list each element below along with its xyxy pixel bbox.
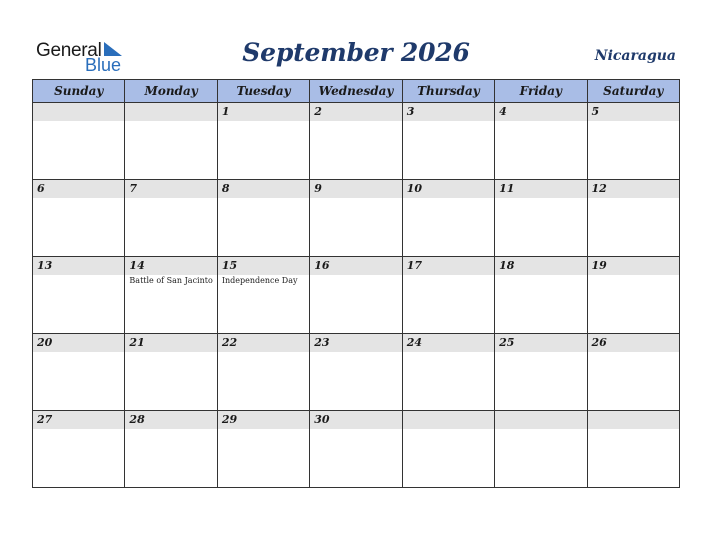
day-cell[interactable] xyxy=(402,257,494,334)
day-number: 12 xyxy=(588,180,679,198)
day-cell[interactable] xyxy=(587,180,679,257)
weekday-header-row xyxy=(33,80,680,103)
day-cell[interactable] xyxy=(33,334,125,411)
weekday-header: Wednesday xyxy=(310,80,402,103)
country-label: Nicaragua xyxy=(594,48,676,64)
week-row xyxy=(33,257,680,334)
week-row xyxy=(33,411,680,488)
day-cell[interactable] xyxy=(33,180,125,257)
day-number: 2 xyxy=(310,103,401,121)
day-cell[interactable] xyxy=(310,257,402,334)
day-number: 20 xyxy=(33,334,124,352)
day-number: 28 xyxy=(125,411,216,429)
day-number: 16 xyxy=(310,257,401,275)
weekday-header: Monday xyxy=(125,80,217,103)
day-cell[interactable] xyxy=(310,334,402,411)
day-cell[interactable] xyxy=(402,411,494,488)
weekday-header: Thursday xyxy=(402,80,494,103)
week-row xyxy=(33,180,680,257)
day-cell[interactable] xyxy=(217,180,309,257)
week-row xyxy=(33,334,680,411)
holiday-event: Battle of San Jacinto xyxy=(129,276,213,285)
day-number: 7 xyxy=(125,180,216,198)
holiday-event: Independence Day xyxy=(221,276,298,285)
day-number: 17 xyxy=(403,257,494,275)
weekday-header: Friday xyxy=(495,80,587,103)
day-number: 8 xyxy=(218,180,309,198)
week-row xyxy=(33,103,680,180)
logo-text-blue: Blue xyxy=(85,55,122,75)
day-number: 26 xyxy=(588,334,679,352)
day-cell[interactable] xyxy=(33,411,125,488)
day-cell[interactable] xyxy=(217,334,309,411)
day-number: 29 xyxy=(218,411,309,429)
day-cell[interactable] xyxy=(495,411,587,488)
day-cell[interactable] xyxy=(402,180,494,257)
day-cell[interactable] xyxy=(125,103,217,180)
day-number: 18 xyxy=(495,257,586,275)
logo-text-general: General xyxy=(36,40,102,61)
day-cell[interactable] xyxy=(125,411,217,488)
day-cell[interactable] xyxy=(217,257,309,334)
day-number: 23 xyxy=(310,334,401,352)
day-number: 27 xyxy=(33,411,124,429)
day-cell[interactable] xyxy=(217,411,309,488)
day-cell[interactable] xyxy=(587,103,679,180)
day-number: 4 xyxy=(495,103,586,121)
day-number: 10 xyxy=(403,180,494,198)
day-number xyxy=(588,411,679,429)
day-cell[interactable] xyxy=(587,257,679,334)
day-number: 21 xyxy=(125,334,216,352)
day-number: 19 xyxy=(588,257,679,275)
day-number: 22 xyxy=(218,334,309,352)
calendar-grid xyxy=(32,79,680,488)
day-cell[interactable] xyxy=(587,411,679,488)
day-cell[interactable] xyxy=(33,103,125,180)
day-cell[interactable] xyxy=(310,180,402,257)
day-number xyxy=(125,103,216,121)
day-cell[interactable] xyxy=(495,180,587,257)
day-number: 11 xyxy=(495,180,586,198)
day-cell[interactable] xyxy=(33,257,125,334)
day-cell[interactable] xyxy=(495,103,587,180)
day-cell[interactable] xyxy=(125,180,217,257)
day-cell[interactable] xyxy=(402,103,494,180)
weekday-header: Tuesday xyxy=(217,80,309,103)
day-number: 1 xyxy=(218,103,309,121)
day-number: 5 xyxy=(588,103,679,121)
day-cell[interactable] xyxy=(310,411,402,488)
weekday-header: Saturday xyxy=(587,80,679,103)
day-number xyxy=(403,411,494,429)
day-cell[interactable] xyxy=(125,334,217,411)
day-number: 24 xyxy=(403,334,494,352)
day-cell[interactable] xyxy=(310,103,402,180)
day-number xyxy=(33,103,124,121)
day-number: 14 xyxy=(125,257,216,275)
day-number: 25 xyxy=(495,334,586,352)
day-cell[interactable] xyxy=(402,334,494,411)
day-cell[interactable] xyxy=(587,334,679,411)
day-number: 3 xyxy=(403,103,494,121)
day-number: 6 xyxy=(33,180,124,198)
day-number: 13 xyxy=(33,257,124,275)
day-cell[interactable] xyxy=(217,103,309,180)
day-cell[interactable] xyxy=(495,257,587,334)
day-number: 30 xyxy=(310,411,401,429)
calendar-title: September 2026 xyxy=(242,38,470,67)
day-number xyxy=(495,411,586,429)
day-number: 15 xyxy=(218,257,309,275)
day-cell[interactable] xyxy=(495,334,587,411)
day-cell[interactable] xyxy=(125,257,217,334)
day-number: 9 xyxy=(310,180,401,198)
weekday-header: Sunday xyxy=(33,80,125,103)
